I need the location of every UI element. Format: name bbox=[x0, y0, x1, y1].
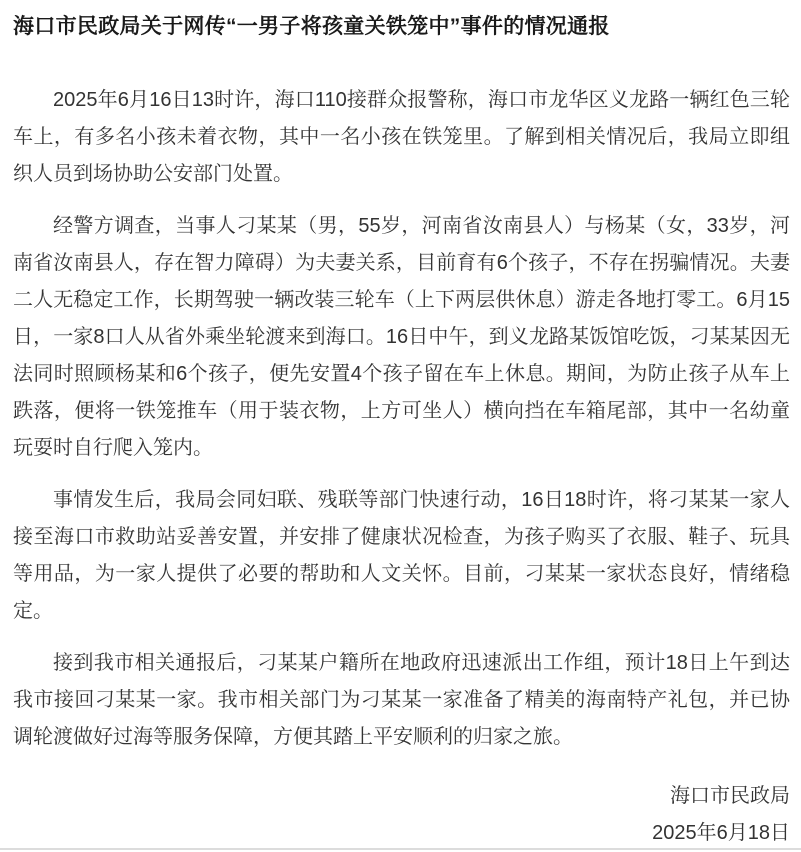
paragraph-incident-report: 2025年6月16日13时许，海口110接群众报警称，海口市龙华区义龙路一辆红色三轮车上，有多名小孩未着衣物，其中一名小孩在铁笼里。了解到相关情况后，我局立即组织人员到场协助公安部门处置。 bbox=[13, 89, 790, 185]
page-title: 海口市民政局关于网传“一男子将孩童关铁笼中”事件的情况通报 bbox=[13, 15, 610, 38]
paragraph-return-arrangements: 接到我市相关通报后，刁某某户籍所在地政府迅速派出工作组，预计18日上午到达我市接回刁某某一家。我市相关部门为刁某某一家准备了精美的海南特产礼包，并已协调轮渡做好过海等服务保障，方便其踏上平安顺利的归家之旅。 bbox=[13, 652, 790, 748]
signature-issuer: 海口市民政局 bbox=[670, 785, 790, 807]
notice-body bbox=[13, 82, 790, 756]
paragraph-assistance-measures: 事情发生后，我局会同妇联、残联等部门快速行动，16日18时许，将刁某某一家人接至海口市救助站妥善安置，并安排了健康状况检查，为孩子购买了衣服、鞋子、玩具等用品，为一家人提供了必要的帮助和人文关怀。目前，刁某某一家状态良好，情绪稳定。 bbox=[13, 489, 790, 622]
paragraph-police-investigation: 经警方调查，当事人刁某某（男，55岁，河南省汝南县人）与杨某（女，33岁，河南省汝南县人，存在智力障碍）为夫妻关系，目前育有6个孩子，不存在拐骗情况。夫妻二人无稳定工作，长期驾驶一辆改装三轮车（上下两层供休息）游走各地打零工。6月15日，一家8口人从省外乘坐轮渡来到海口。16日中午，到义龙路某饭馆吃饭，刁某某因无法同时照顾杨某和6个孩子，便先安置4个孩子留在车上休息。期间，为防止孩子从车上跌落，便将一铁笼推车（用于装衣物，上方可坐人）横向挡在车箱尾部，其中一名幼童玩耍时自行爬入笼内。 bbox=[13, 215, 790, 459]
signature-block bbox=[13, 778, 790, 852]
signature-date: 2025年6月18日 bbox=[652, 822, 790, 844]
